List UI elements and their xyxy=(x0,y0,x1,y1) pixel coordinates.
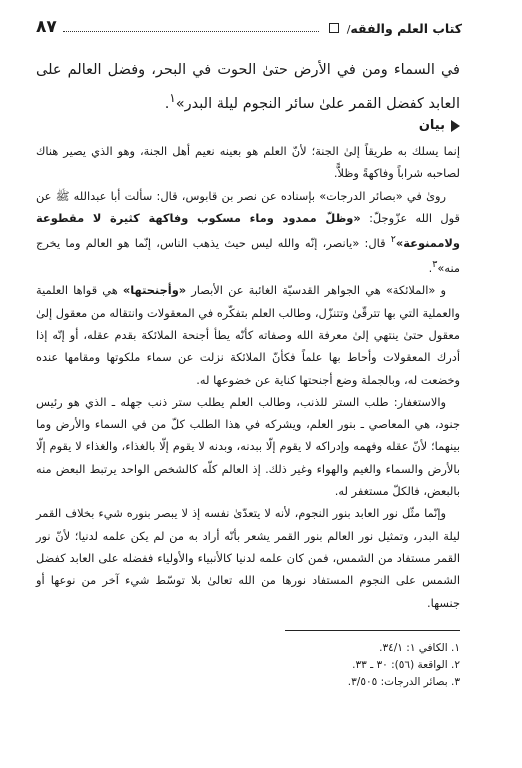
paragraph-text: وإنّما مثّل نور العابد بنور النجوم، لأنه لا يتعدّىٰ نفسه إذ لا يبصر بنوره شيء بخلاف القمر ليلة البدر، وتمثيل نور العالم بنور القمر يشعر بأنّه أراد به من لم يكن علمه لدنيا؛ لأنّ نور القمر مستفاد من الشمس، فمن كان علمه لدنيا كالأنبياء والأولياء ففضله على العابد كفضل الشمس على النجوم المستفاد نورها من الله تعالىٰ بلا توسّط شيء آخر من نوعها أو جنسها. xyxy=(36,506,460,610)
book-title: كتاب العلم والفقه xyxy=(350,21,462,36)
section-heading xyxy=(419,118,460,133)
paragraph xyxy=(36,502,460,613)
paragraph xyxy=(36,279,460,390)
paragraph-text: إنما يسلك به طريقاً إلىٰ الجنة؛ لأنّ العلم هو بعينه نعيم أهل الجنة، وهو الذي يصير هناك لصاحبه شراباً وفاكهةً وظلاًّ. xyxy=(36,144,460,181)
footnote: ٣. بصائر الدرجات: ٣/٥٠٥. xyxy=(347,676,460,688)
footnote-ref: ٢ xyxy=(390,234,396,246)
footnote-ref: ٣ xyxy=(432,259,438,271)
triangle-marker-icon xyxy=(451,120,460,132)
paragraph-text: و «الملائكة» هي الجواهر القدسيّة الغائبة عن الأبصار xyxy=(186,283,447,298)
lead-hadith-text: في السماء ومن في الأرض حتىٰ الحوت في البحر، وفضل العالم على العابد كفضل القمر علىٰ سائر النجوم ليلة البدر»$^١$. xyxy=(36,62,460,112)
paragraph xyxy=(36,140,460,185)
header-separator: / xyxy=(346,23,351,36)
section-heading-label: بيان xyxy=(418,118,445,133)
paragraph-text: والاستغفار: طلب الستر للذنب، وطالب العلم يطلب ستر ذنب جهله ـ الذي هو رئيس جنود، هي المعاصي ـ بنور العلم، ويشركه في هذا الطلب كلّ من في السماء والأرض وما بينهما؛ لأنّ عقله وفهمه وإدراكه لا يقوم إلّا ببدنه، وبدنه لا يقوم إلّا بالغذاء، والغذاء لا يقوم إلّا بالأرض والسماء والغيم والهواء وغير ذلك. إذ العالم كلّه كالشخص الواحد يرتبط البعض منه بالبعض، فالكلّ مستغفر له. xyxy=(36,394,460,499)
quran-quote: «وظلّ ممدود وماء مسكوب وفاكهة كثيرة لا مقطوعة ولاممنوعة» xyxy=(36,210,460,250)
paragraph-text: قال: «يانصر، إنّه والله ليس حيث يذهب الناس، إنّما هو العالم وما يخرج منه» xyxy=(36,235,460,276)
lead-text: في السماء ومن في الأرض حتىٰ الحوت في البحر، وفضل العالم على العابد كفضل القمر علىٰ سائر النجوم ليلة البدر» xyxy=(36,62,460,112)
paragraph xyxy=(36,391,460,502)
header-leader-dots xyxy=(63,31,319,32)
square-icon xyxy=(329,23,339,33)
footnote: ٢. الواقعة (٥٦): ٣٠ ـ ٣٣. xyxy=(352,659,460,671)
bold-term: «وأجنحتها» xyxy=(122,283,187,298)
footnote-divider xyxy=(285,630,460,631)
paragraph: روىٰ في «بصائر الدرجات» بإسناده عن نصر بن قابوس، قال: سألت أبا عبدالله ﷺ عن قول الله عزّوجلّ: «وظلّ ممدود وماء مسكوب وفاكهة كثيرة لا مقطوعة ولاممنوعة»$^٢$ قال: «يانصر، إنّه والله ليس حيث يذهب الناس، إنّما هو العالم وما يخرج منه»$^٣$. xyxy=(36,188,460,276)
commentary-body xyxy=(36,140,460,614)
footnote: ١. الكافي ١: ٣٤/١. xyxy=(379,642,460,654)
lead-footnote-ref: ١ xyxy=(169,91,176,105)
paragraph-text: روىٰ في «بصائر الدرجات» بإسناده عن نصر بن قابوس، قال: سألت أبا عبدالله ﷺ عن قول الله عزّوجلّ: xyxy=(36,188,460,225)
paragraph-text: هي قواها العلمية والعملية التي بها تترقّىٰ وتتنزّل، وطالب العلم بتفكّره في المعقولات وانتقاله من معقول إلىٰ معقول حتىٰ ينتهي إلىٰ معرفة الله وصفاته كأنّه يطأ أجنحة الملائكة بقدم عقله، أو إنّه إذا أدرك المعقولات وأحاط بها علماً فكأنّ الملائكة نزلت عن سماء ملكوتها ومقامها عنده وخضعت له، وبالجملة وضع أجنحتها كناية عن خضوعها له. xyxy=(36,283,460,387)
footnotes xyxy=(348,640,460,691)
page-number: ٨٧ xyxy=(36,17,57,37)
running-header xyxy=(36,16,462,36)
